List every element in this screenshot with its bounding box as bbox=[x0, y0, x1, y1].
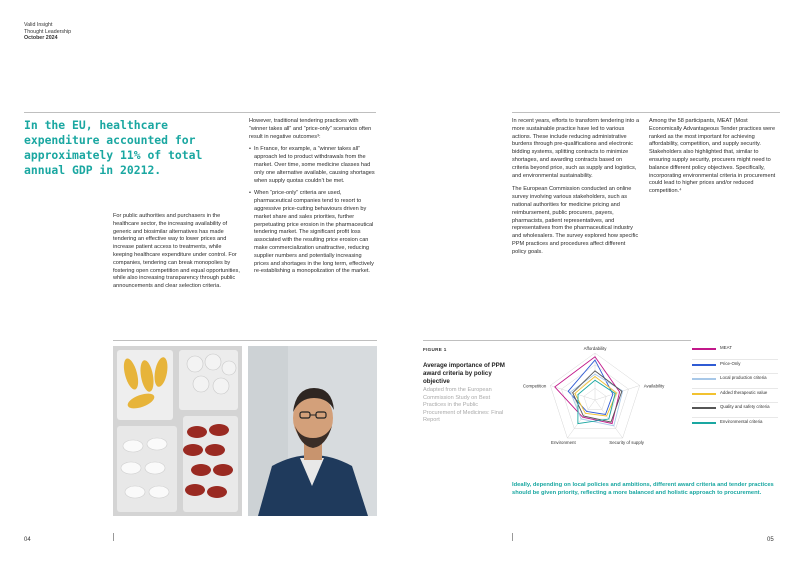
right-col1-paragraph-2: The European Commission conducted an online survey involving various stakeholders, such as national authorities for medicine pricing and reimbursement, public procurers, payers, pharmacists, patient representatives, and representatives from the pharmaceutical industry and wholesalers. The survey explored how specific PPM practices and procedures affect different policy goals. bbox=[512, 186, 639, 255]
radar-grid bbox=[550, 353, 639, 438]
right-column-2 bbox=[649, 118, 780, 198]
legend-item bbox=[692, 417, 778, 432]
businessman-illustration bbox=[248, 346, 377, 516]
legend-item bbox=[692, 344, 778, 359]
businessman-photo bbox=[248, 346, 377, 516]
radar-axis-label: Security of supply bbox=[609, 440, 644, 446]
bullet-item bbox=[249, 190, 377, 276]
left-column-2 bbox=[249, 118, 377, 276]
publisher-name: Valid Insight bbox=[24, 22, 53, 28]
radar-chart bbox=[508, 340, 683, 462]
bullet-item bbox=[249, 146, 377, 185]
radar-axis-label: Availability bbox=[643, 383, 665, 389]
legend-swatch bbox=[692, 407, 716, 409]
figure-title: Average importance of PPM award criteria by policy objective bbox=[423, 362, 505, 385]
legend-label: Added therapeutic value bbox=[720, 389, 768, 395]
bullet-icon: • bbox=[249, 190, 251, 197]
legend-item bbox=[692, 359, 778, 374]
legend-label: Quality and safety criteria bbox=[720, 404, 770, 409]
radar-axis-label: Affordability bbox=[583, 346, 607, 351]
legend-label: MEAT bbox=[720, 345, 732, 350]
legend-swatch bbox=[692, 364, 716, 366]
right-page-tick bbox=[512, 533, 513, 541]
image-top-rule bbox=[113, 340, 377, 341]
pills-photo bbox=[113, 346, 242, 516]
left-top-rule bbox=[24, 112, 376, 113]
page-number-left: 04 bbox=[24, 537, 31, 543]
radar-series-group bbox=[555, 357, 623, 426]
legend-label: Price-Only bbox=[720, 360, 741, 366]
legend-swatch bbox=[692, 393, 716, 395]
right-col1-paragraph-1: In recent years, efforts to transform tendering into a more sustainable practice have led to various actions. These include reducing administrative burdens through pre-qualifications and electronic bidding systems, splitting contracts to minimize shortages, and awarding contracts based on criteria beyond price, such as supply and logistics, and environmental sustainability. bbox=[512, 118, 640, 179]
legend-item bbox=[692, 402, 778, 417]
bullet-text-france: In France, for example, a “winner takes all” approach led to product withdrawals from the market. Over time, some medicine classes had only one alternative available, causing shortages when supply quotas couldn’t be met. bbox=[254, 146, 375, 184]
legend-swatch bbox=[692, 378, 716, 380]
figure-label: FIGURE 1 bbox=[423, 347, 447, 352]
publication-date: October 2024 bbox=[24, 35, 58, 42]
legend-label: Local production criteria bbox=[720, 375, 767, 380]
right-col2-paragraph: Among the 58 participants, MEAT (Most Economically Advantageous Tender practices were ranked as the most important for achieving affordability, competition, and supply security. Stakeholders also highlighted that, similar to ensuring supply security, procurers might need to balance different policy objectives. Specifically, incorporating environmental criteria in procurement could lead to higher prices and/or reduced competition.⁴ bbox=[649, 118, 776, 195]
legend-label: Environmental criteria bbox=[720, 418, 763, 424]
radar-axis-label: Environment bbox=[551, 440, 576, 446]
radar-axis-label: Competition bbox=[522, 383, 547, 389]
page-number-right: 05 bbox=[767, 537, 774, 543]
legend-swatch bbox=[692, 422, 716, 424]
left-col2-intro: However, traditional tendering practices with “winner takes all” and “price-only” scenarios often result in negative outcomes³: bbox=[249, 118, 372, 140]
left-page-tick bbox=[113, 533, 114, 541]
right-top-rule bbox=[512, 112, 780, 113]
callout-text: Ideally, depending on local policies and ambitions, different award criteria and tender practices should be given priority, reflecting a more balanced and holistic approach to procurement. bbox=[512, 482, 774, 496]
bullet-icon: • bbox=[249, 146, 251, 153]
series-name: Thought Leadership bbox=[24, 28, 72, 35]
left-column-1 bbox=[113, 213, 241, 293]
legend-item bbox=[692, 388, 778, 403]
figure-source: Adapted from the European Commission Study on Best Practices in the Public Procurement of Medicines: Final Report bbox=[423, 387, 504, 424]
document-meta bbox=[24, 22, 71, 42]
bullet-text-price-only: When “price-only” criteria are used, pharmaceutical companies tend to resort to aggressive price-cutting behaviours driven by market share and sales priorities, further perpetuating price erosion in the pharmaceutical tendering market. The significant profit loss associated with the resulting price erosion can make commercialization unattractive, reducing supplier numbers and potentially increasing prices and shortages in the long term, effectively re-establishing a monopolization of the market. bbox=[254, 190, 374, 275]
right-column-1 bbox=[512, 118, 640, 259]
legend-item bbox=[692, 373, 778, 388]
left-col1-paragraph: For public authorities and purchasers in the healthcare sector, the increasing availability of generic and biosimilar alternatives has made tendering an effective way to lower prices and increase patient access to treatments, while keeping healthcare expenditure under control. For companies, tendering can break monopolies by fostering open competition and equal opportunities, while also increasing transparency through public announcements and clear selection criteria. bbox=[113, 213, 240, 290]
pills-illustration bbox=[113, 346, 242, 516]
chart-legend bbox=[692, 344, 778, 431]
legend-swatch bbox=[692, 348, 716, 350]
headline: In the EU, healthcare expenditure accounted for approximately 11% of total annual GDP in 20212. bbox=[24, 118, 203, 177]
